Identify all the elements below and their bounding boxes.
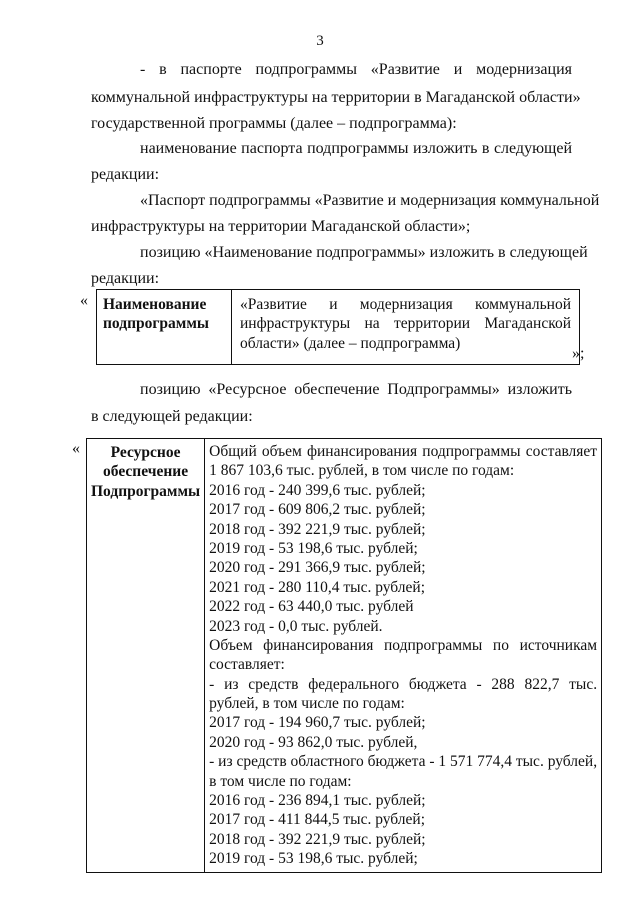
value-line: 2020 год - 291 366,9 тыс. рублей; bbox=[209, 559, 426, 577]
value-line: 2017 год - 411 844,5 тыс. рублей; bbox=[209, 811, 426, 829]
value-line: области» (далее – подпрограмма) bbox=[240, 334, 461, 352]
subprogram-name-table bbox=[96, 289, 580, 365]
table-2-open-quote: « bbox=[72, 440, 80, 457]
value-line: 2019 год - 53 198,6 тыс. рублей; bbox=[209, 850, 418, 868]
intro-line-2: коммунальной инфраструктуры на территории в Магаданской области» bbox=[91, 89, 581, 106]
value-line: 2021 год - 280 110,4 тыс. рублей; bbox=[209, 578, 426, 596]
label-line: Подпрограммы bbox=[91, 482, 201, 500]
subprogram-name-label bbox=[97, 290, 232, 365]
value-line: в том числе по годам: bbox=[209, 772, 352, 790]
value-line: Объем финансирования подпрограммы по источникам bbox=[209, 636, 598, 654]
label-line: обеспечение bbox=[103, 463, 189, 481]
value-line: 2018 год - 392 221,9 тыс. рублей; bbox=[209, 520, 426, 538]
resource-provision-label bbox=[87, 439, 205, 873]
label-line: Наименование bbox=[103, 296, 207, 313]
intro-line-3: государственной программы (далее – подпрограмма): bbox=[91, 115, 457, 132]
resource-provision-table bbox=[86, 438, 602, 873]
value-line: Общий объем финансирования подпрограммы составляет bbox=[209, 443, 598, 460]
value-line: 2020 год - 93 862,0 тыс. рублей, bbox=[209, 733, 418, 751]
instruction-1-line-2: редакции: bbox=[91, 166, 160, 183]
value-line: 2023 год - 0,0 тыс. рублей. bbox=[209, 617, 383, 635]
instruction-1-line-1: наименование паспорта подпрограммы изложить в следующей bbox=[140, 140, 572, 157]
table-1-open-quote: « bbox=[80, 292, 88, 309]
value-line: 2019 год - 53 198,6 тыс. рублей; bbox=[209, 539, 418, 557]
resource-provision-value bbox=[205, 439, 602, 873]
label-line: Ресурсное bbox=[110, 444, 181, 461]
value-line: 2016 год - 236 894,1 тыс. рублей; bbox=[209, 792, 426, 810]
table-1-close-quote: »; bbox=[572, 345, 585, 362]
label-line: подпрограммы bbox=[103, 315, 210, 333]
value-line: 2017 год - 194 960,7 тыс. рублей; bbox=[209, 714, 426, 732]
value-line: 1 867 103,6 тыс. рублей, в том числе по годам: bbox=[209, 462, 515, 480]
passport-title-line-2: инфраструктуры на территории Магаданской области»; bbox=[91, 218, 471, 235]
value-line: рублей, в том числе по годам: bbox=[209, 695, 405, 713]
passport-title-line-1: «Паспорт подпрограммы «Развитие и модернизация коммунальной bbox=[140, 192, 600, 209]
value-line: - из средств областного бюджета - 1 571 774,4 тыс. рублей, bbox=[209, 753, 598, 771]
page-number: 3 bbox=[316, 33, 324, 49]
value-line: составляет: bbox=[209, 656, 285, 674]
value-line: инфраструктуры на территории Магаданской bbox=[240, 315, 571, 333]
instruction-3-line-1: позицию «Ресурсное обеспечение Подпрограммы» изложить bbox=[140, 381, 572, 398]
value-line: 2017 год - 609 806,2 тыс. рублей; bbox=[209, 501, 426, 519]
instruction-3-line-2: в следующей редакции: bbox=[91, 408, 253, 425]
table-row bbox=[97, 290, 580, 365]
intro-line-1: - в паспорте подпрограммы «Развитие и модернизация bbox=[140, 61, 572, 78]
value-line: 2022 год - 63 440,0 тыс. рублей bbox=[209, 598, 414, 616]
value-line: «Развитие и модернизация коммунальной bbox=[240, 296, 571, 313]
instruction-2-line-2: редакции: bbox=[91, 270, 160, 287]
table-row bbox=[87, 439, 602, 873]
subprogram-name-value bbox=[232, 290, 580, 365]
instruction-2-line-1: позицию «Наименование подпрограммы» изложить в следующей bbox=[140, 244, 588, 261]
value-line: 2018 год - 392 221,9 тыс. рублей; bbox=[209, 830, 426, 848]
value-line: 2016 год - 240 399,6 тыс. рублей; bbox=[209, 481, 426, 499]
value-line: - из средств федерального бюджета - 288 822,7 тыс. bbox=[209, 675, 598, 693]
